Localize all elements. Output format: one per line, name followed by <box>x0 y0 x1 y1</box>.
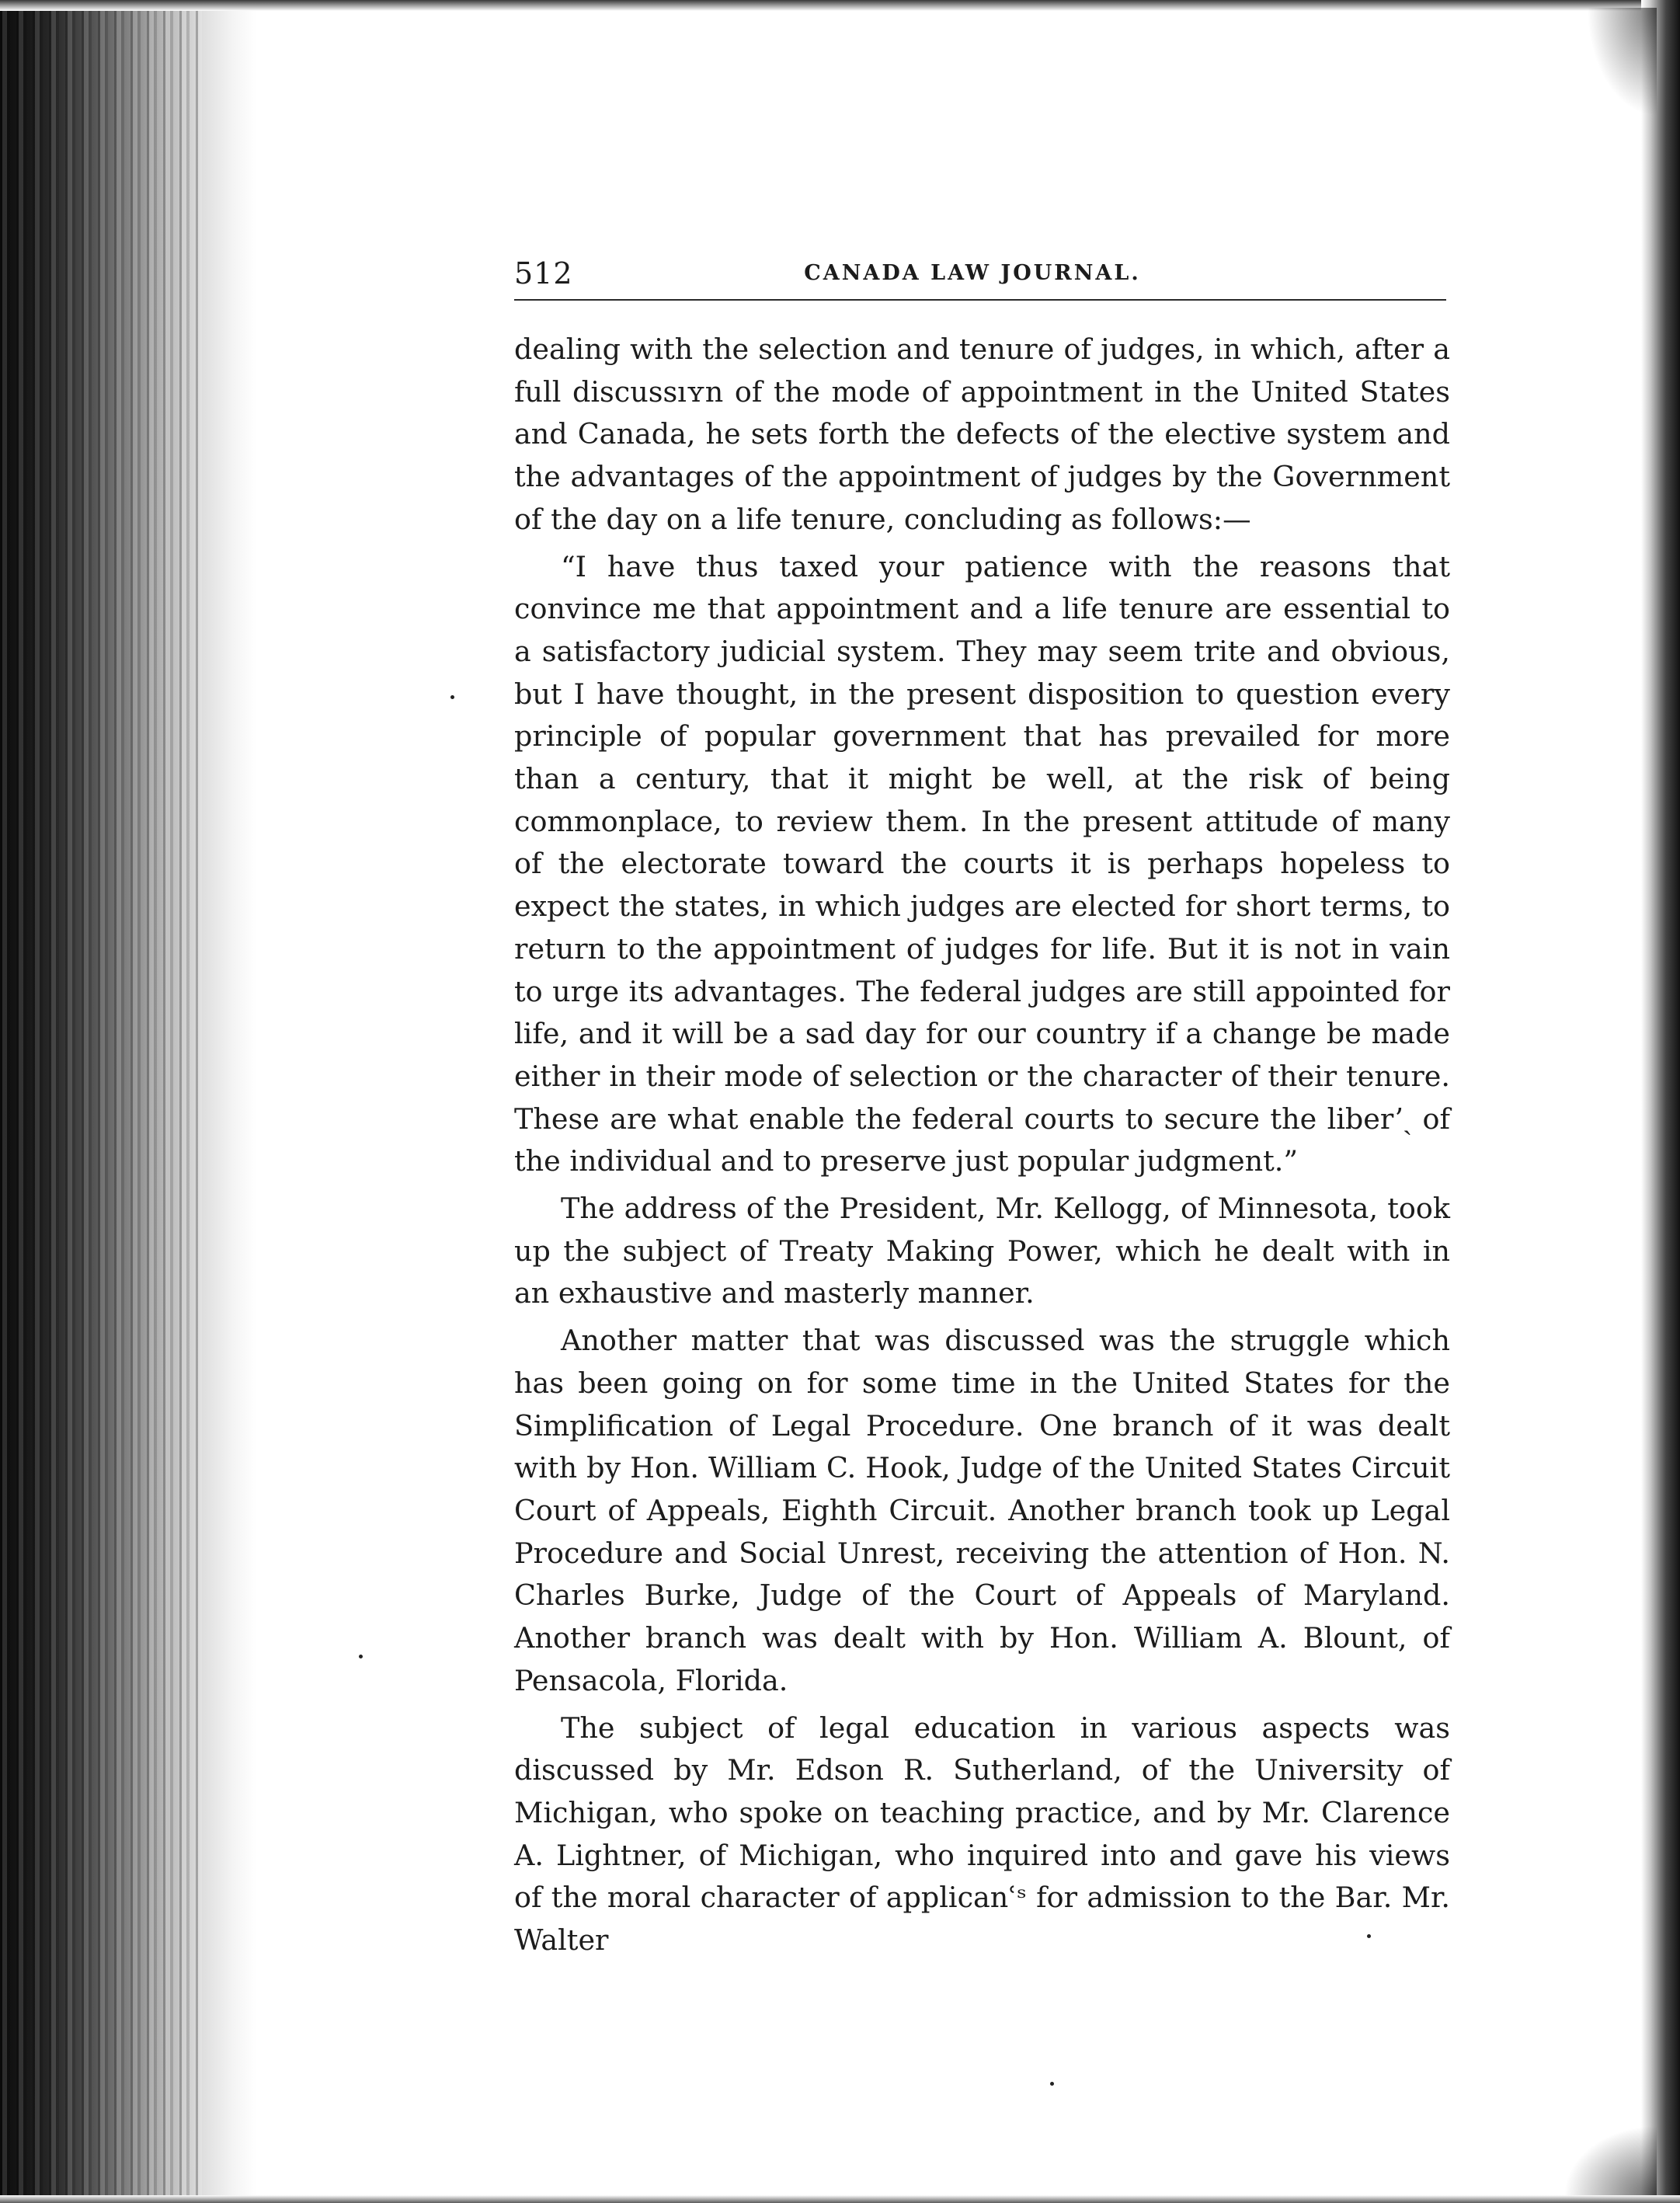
paragraph-3: The address of the President, Mr. Kellogg, of Minnesota, took up the subject of Treaty Making Power, which he dealt with in an exhaustive and masterly manner. <box>514 1192 1450 1310</box>
paragraph-4: Another matter that was discussed was the struggle which has been going on for some time in the United States for the Simplification of Legal Procedure. One branch of it was dealt with by Hon. William C. Hook, Judge of the United States Circuit Court of Appeals, Eighth Circuit. Another branch took up Legal Procedure and Social Unrest, receiving the attention of Hon. N. Charles Burke, Judge of the Court of Appeals of Maryland. Another branch was dealt with by Hon. William A. Blount, of Pensacola, Florida. <box>514 1324 1450 1697</box>
scan-speck <box>1367 1934 1371 1938</box>
body-text <box>514 329 1450 1967</box>
page-bottom-edge <box>0 2195 1680 2203</box>
header-rule <box>514 299 1446 301</box>
paragraph-1: dealing with the selection and tenure of judges, in which, after a full discussıʏn of the mode of appointment in the United States and Canada, he sets forth the defects of the elective system and the advantages of the appointment of judges by the Government of the day on a life tenure, concluding as follows:— <box>514 332 1450 536</box>
page-number: 512 <box>514 256 573 291</box>
paragraph-5: The subject of legal education in various aspects was discussed by Mr. Edson R. Sutherland, of the University of Michigan, who spoke on teaching practice, and by Mr. Clarence A. Lightner, of Michigan, who inquired into and gave his views of the moral character of applicanʿˢ for admission to the Bar. Mr. Walter <box>514 1711 1450 1958</box>
scan-speck <box>359 1655 363 1658</box>
paragraph-2-quote: “I have thus taxed your patience with the reasons that convince me that appointment and a life tenure are essential to a satisfactory judicial system. They may seem trite and obvious, but I have thought, in the present disposition to question every principle of popular government that has prevailed for more than a century, that it might be well, at the risk of being commonplace, to review them. In the present attitude of many of the electorate toward the courts it is perhaps hopeless to expect the states, in which judges are elected for short terms, to return to the appointment of judges for life. But it is not in vain to urge its advantages. The federal judges are still appointed for life, and it will be a sad day for our country if a change be made either in their mode of selection or the character of their tenure. These are what enable the federal courts to secure the liberʼˎ of the individual and to preserve just popular judgment.” <box>514 549 1450 1178</box>
scan-speck <box>450 695 454 699</box>
scan-corner-shadow-top <box>1587 8 1657 117</box>
binding-streaks <box>0 0 202 2203</box>
page-right-edge <box>1641 0 1680 2203</box>
scan-speck <box>1050 2082 1054 2086</box>
scan-corner-shadow-bottom <box>1563 2125 1657 2195</box>
journal-title: CANADA LAW JOURNAL. <box>804 261 1141 285</box>
running-head <box>514 250 1450 297</box>
page-top-edge <box>0 0 1680 11</box>
